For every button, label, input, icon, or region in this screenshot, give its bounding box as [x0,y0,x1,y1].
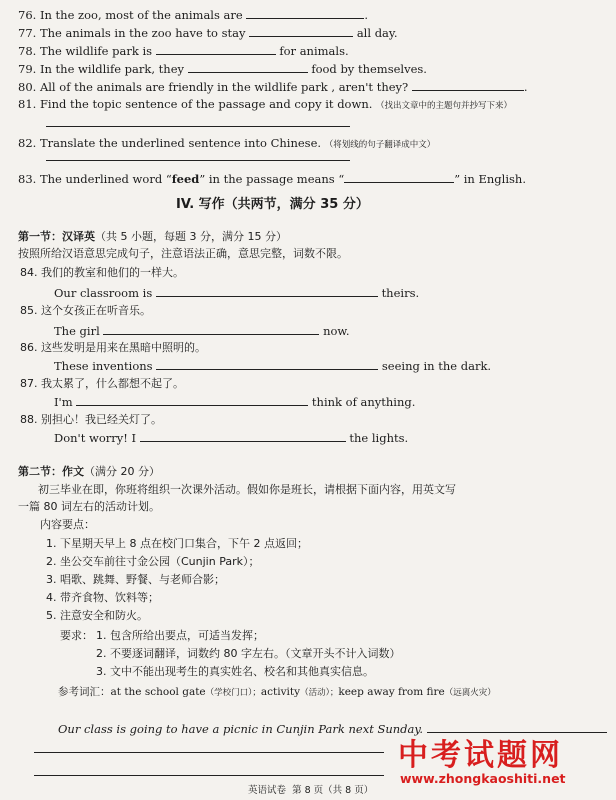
watermark-url[interactable]: www.zhongkaoshiti.net [400,771,566,786]
answer-blank[interactable] [140,430,346,442]
question-text-end: . [364,8,369,22]
question-text: All of the animals are friendly in the wildlife park , aren't they? [39,80,409,94]
question-text-end: for animals. [279,44,349,58]
sentence-start: I'm [54,395,73,409]
question-text-end: ” in English. [454,172,526,186]
answer-blank[interactable] [103,323,319,335]
answer-blank[interactable] [344,171,454,183]
question-78 [18,43,349,58]
question-note: （将划线的句子翻译成中文） [324,140,436,150]
footer-page: 第 8 页（共 8 页） [292,785,374,796]
question-85-chinese [20,304,151,318]
section-title: IV. 写作（共两节，满分 35 分） [176,197,369,212]
answer-line[interactable] [34,775,384,776]
question-84-chinese [20,266,184,280]
sentence-end: think of anything. [311,395,416,409]
requirement-item: 2. 不要逐词翻译，词数约 80 字左右。（文章开头不计入词数） [96,647,401,660]
question-number: 78. [18,44,37,58]
question-number: 88. [20,413,38,426]
question-number: 84. [20,266,38,279]
part1-meta: （共 5 小题，每题 3 分，满分 15 分） [95,230,287,243]
question-76 [18,7,368,22]
question-81 [18,97,512,113]
question-83 [18,171,526,186]
question-text-mid: ” in the passage means “ [199,172,345,186]
answer-blank[interactable] [156,43,276,55]
question-text: In the wildlife park, they [39,62,185,76]
vocab-gloss: （学校门口）； [205,688,261,698]
part2-title: 第二节：作文 [18,465,84,478]
question-86-chinese [20,341,206,355]
question-87-chinese [20,377,184,391]
sentence-start: The girl [54,324,100,338]
question-number: 76. [18,8,37,22]
vocab-word: at the school gate [110,686,206,698]
question-text-end: food by themselves. [311,62,427,76]
question-text: The underlined word “ [39,172,172,186]
sentence-start: Don't worry! I [54,431,137,445]
part2-intro-2: 一篇 80 词左右的活动计划。 [18,500,160,513]
sentence-end: theirs. [381,286,420,300]
vocab-gloss: （远离火灾） [444,688,496,698]
part2-meta: （满分 20 分） [84,465,160,478]
footer-subject: 英语试卷 [248,785,287,796]
answer-line[interactable] [34,752,384,753]
part1-title: 第一节：汉译英 [18,230,95,243]
part1-instructions: 按照所给汉语意思完成句子，注意语法正确，意思完整，词数不限。 [18,247,348,260]
question-87-english [54,394,415,409]
question-number: 80. [18,80,37,94]
answer-blank[interactable] [412,79,524,91]
question-number: 77. [18,26,37,40]
question-text: The animals in the zoo have to stay [39,26,246,40]
answer-blank[interactable] [76,394,308,406]
vocab-gloss: （活动）； [300,688,339,698]
answer-blank[interactable] [156,358,378,370]
question-text: Find the topic sentence of the passage and copy it down. [39,97,373,111]
point-item: 1. 下星期天早上 8 点在校门口集合，下午 2 点返回； [46,537,308,550]
question-number: 81. [18,97,37,111]
part2-intro-1: 初三毕业在即，你班将组织一次课外活动。假如你是班长，请根据下面内容，用英文写 [38,483,456,496]
vocab-word: activity [260,686,301,698]
page-footer [248,784,373,798]
question-88-english [54,430,408,445]
question-number: 85. [20,304,38,317]
question-note: （找出文章中的主题句并抄写下来） [376,101,513,111]
sentence-start: Our classroom is [54,286,153,300]
chinese-prompt: 这个女孩正在听音乐。 [41,304,151,317]
sentence-end: the lights. [349,431,409,445]
chinese-prompt: 我太累了，什么都想不起了。 [41,377,184,390]
question-number: 79. [18,62,37,76]
question-number: 82. [18,136,37,150]
requirement-item: 3. 文中不能出现考生的真实姓名、校名和其他真实信息。 [96,665,374,678]
point-item: 5. 注意安全和防火。 [46,609,148,622]
question-79 [18,61,427,76]
essay-opening: Our class is going to have a picnic in Cunjin Park next Sunday. [58,722,424,736]
sentence-end: now. [323,324,350,338]
question-77 [18,25,398,40]
vocab-label: 参考词汇： [58,686,111,698]
sentence-end: seeing in the dark. [381,359,492,373]
point-item: 4. 带齐食物、饮料等； [46,591,159,604]
question-number: 83. [18,172,37,186]
chinese-prompt: 这些发明是用来在黑暗中照明的。 [41,341,206,354]
point-item: 3. 唱歌、跳舞、野餐、与老师合影； [46,573,225,586]
vocab-word: keep away from fire [338,686,445,698]
question-82 [18,136,435,152]
answer-blank[interactable] [246,7,364,19]
part1-header [18,230,287,244]
question-text: Translate the underlined sentence into Chinese. [39,136,322,150]
point-item: 2. 坐公交车前往寸金公园（Cunjin Park）； [46,555,260,568]
question-number: 86. [20,341,38,354]
answer-line[interactable] [46,160,350,161]
reference-vocabulary [58,685,496,700]
chinese-prompt: 别担心！我已经关灯了。 [41,413,162,426]
part2-header [18,465,160,479]
question-text-end: . [523,80,528,94]
chinese-prompt: 我们的教室和他们的一样大。 [41,266,184,279]
question-text: In the zoo, most of the animals are [39,8,243,22]
question-80 [18,79,528,94]
question-85-english [54,323,350,338]
sentence-start: These inventions [54,359,153,373]
question-84-english [54,285,419,300]
answer-line[interactable] [46,126,350,127]
answer-blank[interactable] [156,285,378,297]
question-text-end: all day. [356,26,398,40]
watermark-title: 中考试题网 [398,738,563,773]
answer-blank[interactable] [188,61,308,73]
question-88-chinese [20,413,162,427]
requirement-item: 1. 包含所给出要点，可适当发挥； [96,629,264,642]
question-86-english [54,358,491,373]
points-title: 内容要点： [40,518,95,531]
question-text: The wildlife park is [39,44,153,58]
answer-blank[interactable] [249,25,353,37]
question-number: 87. [20,377,38,390]
feed-word: feed [171,172,200,186]
requirements-label: 要求： [60,629,93,642]
